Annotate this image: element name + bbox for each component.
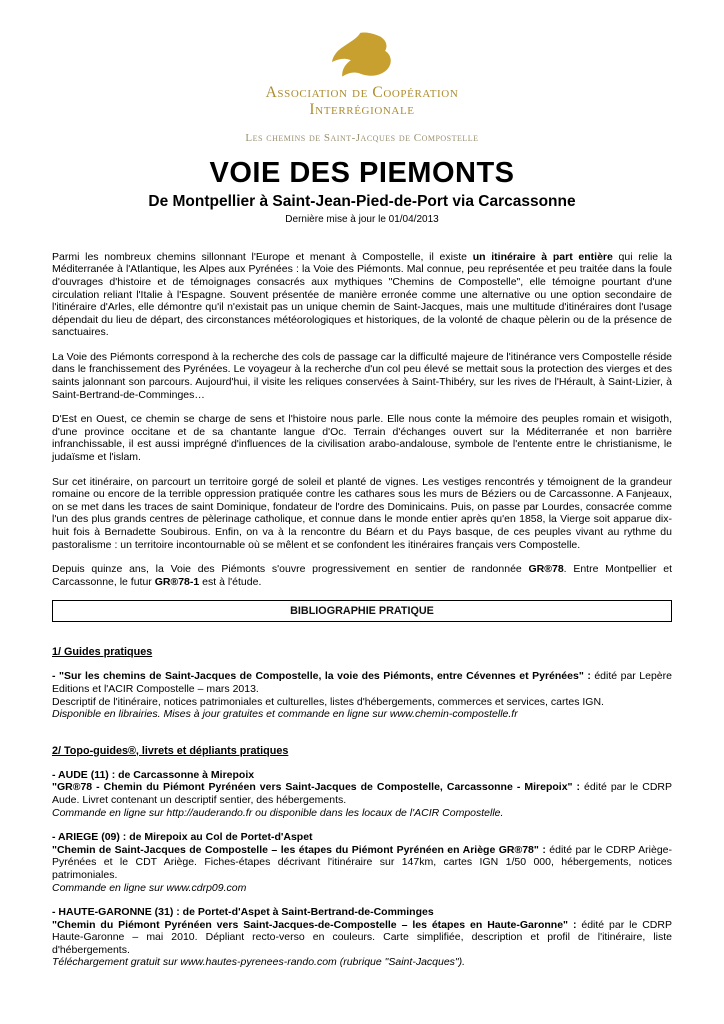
entry-description-line: "Chemin du Piémont Pyrénéen vers Saint-Jacques-de-Compostelle – les étapes en Haute-Garonne" : édité par le CDRP Haute-Garonne – mai 2010. Dépliant recto-verso en couleurs. Carte simplifiée, description et profil de l'itinéraire, liste d'hébergements. (52, 918, 672, 956)
entry-order-line: Commande en ligne sur www.cdrp09.com (52, 881, 247, 894)
org-tagline: Les chemins de Saint-Jacques de Compostelle (245, 131, 479, 144)
org-name-line1: Association de Coopération (265, 84, 459, 101)
document-header (52, 32, 672, 144)
intro-paragraph-3: D'Est en Ouest, ce chemin se charge de sens et l'histoire nous parle. Elle nous conte la mémoire des peuples romain et wisigoth, d'une province occitane et de sa chantante langue d'Oc. Terrain d'échanges ouvert sur la Méditerranée et non barrière infranchissable, il est aussi imprégné d'influences de la civilisation arabo-andalouse, symbole de l'entente entre le christianisme, le judaïsme et l'islam. (52, 413, 672, 464)
intro-paragraph-1: Parmi les nombreux chemins sillonnant l'Europe et menant à Compostelle, il existe un itinéraire à part entière qui relie la Méditerranée à l'Atlantique, les Alpes aux Pyrénées : la Voie des Piémonts. Mal connue, peu représentée et peu traitée dans la foule d'ouvrages d'histoire et de témoignages consacrés aux mythiques "Chemins de Compostelle", elle témoigne pourtant d'une circulation reliant l'Italie à l'Espagne. Souvent présentée de manière erronée comme une alternative ou une option secondaire de l'itinéraire d'Arles, elle démontre qu'il n'existait pas un unique chemin de Saint-Jacques, mais une multitude d'itinéraires dont l'usage dépendait du lieu de départ, des circonstances météorologiques et historiques, de la volonté de chaque pèlerin ou de la présence de sanctuaires. (52, 250, 672, 339)
last-updated-date: Dernière mise à jour le 01/04/2013 (285, 213, 439, 225)
bibliography-title: BIBLIOGRAPHIE PRATIQUE (290, 605, 434, 618)
bibliography-title-box (52, 600, 672, 622)
biblio-entry-lepere (52, 670, 672, 720)
biblio-entry-aude (52, 769, 672, 819)
bird-logo-icon (328, 32, 396, 80)
entry-description-line: "GR®78 - Chemin du Piémont Pyrénéen vers Saint-Jacques de Compostelle, Carcassonne - Mirepoix" : édité par le CDRP Aude. Livret contenant un descriptif sentier, des hébergements. (52, 781, 672, 806)
intro-paragraph-2: La Voie des Piémonts correspond à la recherche des cols de passage car la difficulté majeure de l'itinérance vers Compostelle réside dans le franchissement des Pyrénées. Le voyageur à la recherche d'un col peu élevé se mettait sous la protection des vierges et des saints jalonnant son parcours. Aujourd'hui, il visite les reliques conservées à Saint-Thibéry, sur les rives de l'Hérault, à Saint-Lizier, à Saint-Bertrand-de-Comminges… (52, 350, 672, 401)
entry-title-line: - ARIEGE (09) : de Mirepoix au Col de Portet-d'Aspet (52, 831, 313, 844)
entry-title-line: - "Sur les chemins de Saint-Jacques de Compostelle, la voie des Piémonts, entre Cévennes et Pyrénées" : édité par Lepère Editions et l'ACIR Compostelle – mars 2013. (52, 670, 672, 695)
biblio-entry-ariege (52, 831, 672, 894)
section-heading-topo-guides: 2/ Topo-guides®, livrets et dépliants pratiques (52, 744, 289, 757)
intro-paragraph-4: Sur cet itinéraire, on parcourt un territoire gorgé de soleil et planté de vignes. Les vestiges rencontrés y témoignent de la grandeur romaine ou encore de la terrible oppression pratiquée contre les cathares sous les murs de Béziers ou de Carcassonne. A Fanjeaux, on se met dans les traces de saint Dominique, fondateur de l'ordre des Dominicains. Puis, on passe par Lourdes, consacrée comme l'un des plus grands centres de pèlerinage catholique, et connue dans le monde entier après qu'en 1858, la Vierge soit apparue dix-huit fois à Bernadette Soubirous. Enfin, on va à la rencontre du Béarn et du Pays basque, de ces peuples vivant au rythme du pastoralisme : un territoire incontournable où se mêlent et se confondent les itinéraires français vers Compostelle. (52, 475, 672, 551)
org-name-line2: Interrégionale (309, 101, 415, 119)
org-name (52, 84, 672, 119)
acir-logo (52, 32, 672, 80)
entry-order-line: Téléchargement gratuit sur www.hautes-pyrenees-rando.com (rubrique "Saint-Jacques"). (52, 956, 466, 969)
section-heading-guides-pratiques: 1/ Guides pratiques (52, 646, 153, 659)
entry-order-line: Commande en ligne sur http://auderando.fr ou disponible dans les locaux de l'ACIR Compostelle. (52, 806, 504, 819)
entry-title-line: - HAUTE-GARONNE (31) : de Portet-d'Aspet à Saint-Bertrand-de-Comminges (52, 906, 434, 919)
entry-description-line: Descriptif de l'itinéraire, notices patrimoniales et culturelles, listes d'hébergements, commerces et services, cartes IGN. (52, 695, 604, 708)
page-title: VOIE DES PIEMONTS (209, 156, 515, 189)
intro-paragraph-5: Depuis quinze ans, la Voie des Piémonts s'ouvre progressivement en sentier de randonnée GR®78. Entre Montpellier et Carcassonne, le futur GR®78-1 est à l'étude. (52, 563, 672, 588)
entry-title-line: - AUDE (11) : de Carcassonne à Mirepoix (52, 768, 255, 781)
entry-order-line: Disponible en librairies. Mises à jour gratuites et commande en ligne sur www.chemin-compostelle.fr (52, 708, 518, 721)
biblio-entry-haute-garonne (52, 906, 672, 969)
entry-description-line: "Chemin de Saint-Jacques de Compostelle – les étapes du Piémont Pyrénéen en Ariège GR®78" : édité par le CDRP Ariège-Pyrénées et le CDT Ariège. Fiches-étapes décrivant l'itinéraire sur 147km, cartes IGN 1/50 000, hébergements, notices patrimoniales. (52, 843, 672, 881)
page-subtitle: De Montpellier à Saint-Jean-Pied-de-Port via Carcassonne (148, 192, 576, 210)
